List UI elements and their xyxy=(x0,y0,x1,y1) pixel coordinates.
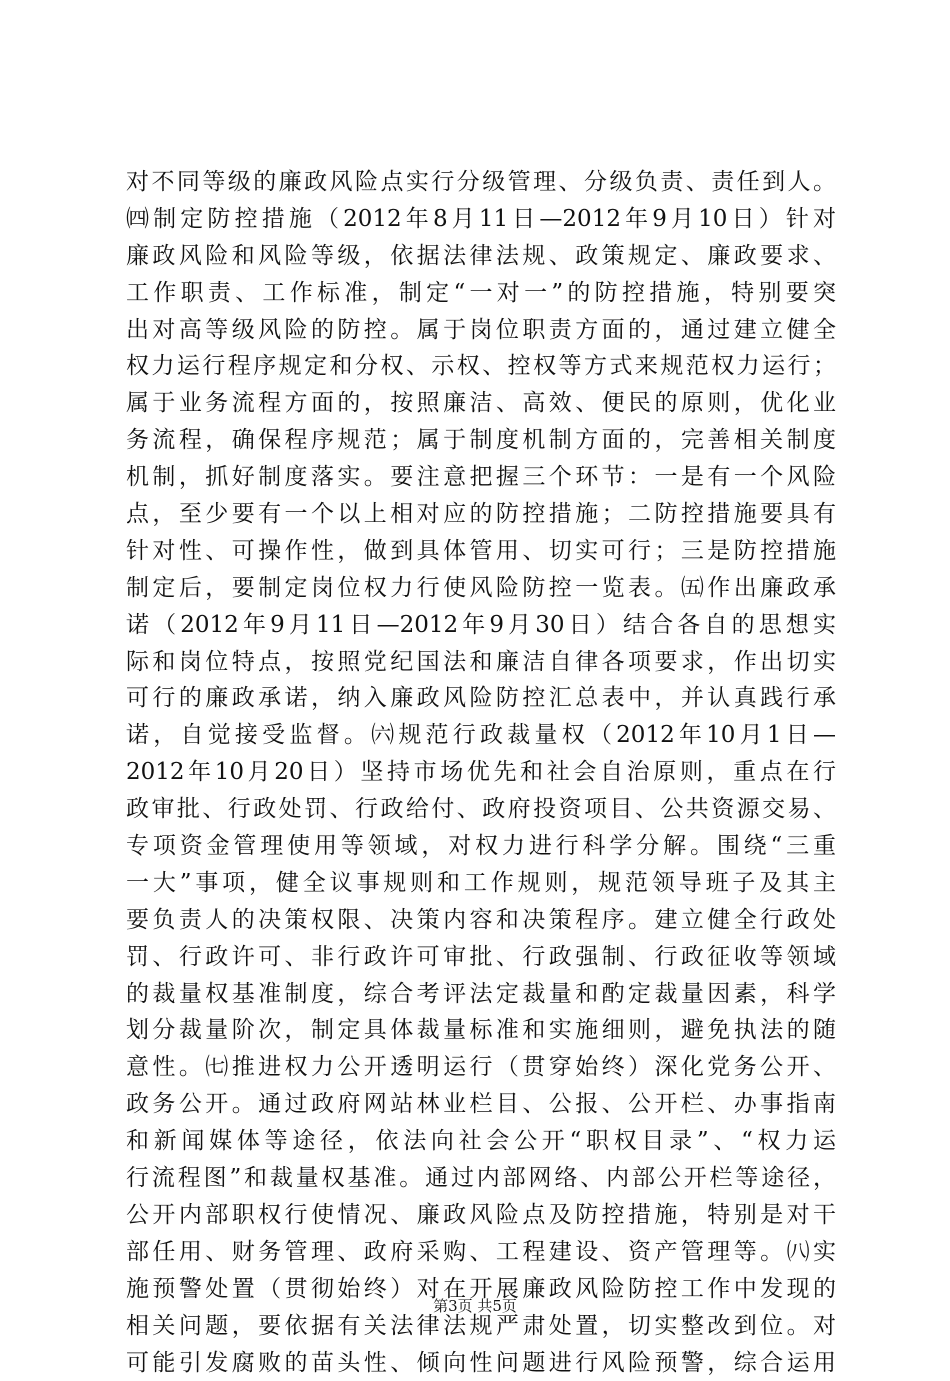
text-line: 诺（2012年9月11日—2012年9月30日）结合各自的思想实 xyxy=(126,607,836,644)
text-line: 政审批、行政处罚、行政给付、政府投资项目、公共资源交易、 xyxy=(126,791,836,828)
text-line: 工作职责、工作标准，制定“一对一”的防控措施，特别要突 xyxy=(126,275,836,312)
text-line: 针对性、可操作性，做到具体管用、切实可行；三是防控措施 xyxy=(126,533,836,570)
text-line: 可行的廉政承诺，纳入廉政风险防控汇总表中，并认真践行承 xyxy=(126,680,836,717)
text-line: 罚、行政许可、非行政许可审批、行政强制、行政征收等领域 xyxy=(126,939,836,976)
text-line: 机制，抓好制度落实。要注意把握三个环节：一是有一个风险 xyxy=(126,459,836,496)
text-line: 出对高等级风险的防控。属于岗位职责方面的，通过建立健全 xyxy=(126,312,836,349)
text-line: 际和岗位特点，按照党纪国法和廉洁自律各项要求，作出切实 xyxy=(126,644,836,681)
page-footer: 第3页 共5页 xyxy=(0,1296,950,1316)
text-line: 一大”事项，健全议事规则和工作规则，规范领导班子及其主 xyxy=(126,865,836,902)
text-line: 对不同等级的廉政风险点实行分级管理、分级负责、责任到人。 xyxy=(126,164,836,201)
text-line: 专项资金管理使用等领域，对权力进行科学分解。围绕“三重 xyxy=(126,828,836,865)
text-line: 划分裁量阶次，制定具体裁量标准和实施细则，避免执法的随 xyxy=(126,1012,836,1049)
text-line: 意性。㈦推进权力公开透明运行（贯穿始终）深化党务公开、 xyxy=(126,1049,836,1086)
text-line: 施预警处置（贯彻始终）对在开展廉政风险防控工作中发现的 xyxy=(126,1271,836,1308)
text-line: 的裁量权基准制度，综合考评法定裁量和酌定裁量因素，科学 xyxy=(126,976,836,1013)
text-line: 诺，自觉接受监督。㈥规范行政裁量权（2012年10月1日— xyxy=(126,717,836,754)
text-line: 权力运行程序规定和分权、示权、控权等方式来规范权力运行； xyxy=(126,348,836,385)
body-text xyxy=(126,164,836,1381)
text-line: 相关问题，要依据有关法律法规严肃处置，切实整改到位。对 xyxy=(126,1308,836,1345)
text-line: 2012年10月20日）坚持市场优先和社会自治原则，重点在行 xyxy=(126,754,836,791)
text-line: 要负责人的决策权限、决策内容和决策程序。建立健全行政处 xyxy=(126,902,836,939)
text-line: 政务公开。通过政府网站林业栏目、公报、公开栏、办事指南 xyxy=(126,1086,836,1123)
text-line: 行流程图”和裁量权基准。通过内部网络、内部公开栏等途径， xyxy=(126,1160,836,1197)
text-line: 点，至少要有一个以上相对应的防控措施；二防控措施要具有 xyxy=(126,496,836,533)
text-line: 廉政风险和风险等级，依据法律法规、政策规定、廉政要求、 xyxy=(126,238,836,275)
text-line: 部任用、财务管理、政府采购、工程建设、资产管理等。㈧实 xyxy=(126,1234,836,1271)
text-line: 公开内部职权行使情况、廉政风险点及防控措施，特别是对干 xyxy=(126,1197,836,1234)
text-line: ㈣制定防控措施（2012年8月11日—2012年9月10日）针对 xyxy=(126,201,836,238)
text-line: 属于业务流程方面的，按照廉洁、高效、便民的原则，优化业 xyxy=(126,385,836,422)
text-line: 可能引发腐败的苗头性、倾向性问题进行风险预警，综合运用 xyxy=(126,1345,836,1381)
text-line: 务流程，确保程序规范；属于制度机制方面的，完善相关制度 xyxy=(126,422,836,459)
text-line: 和新闻媒体等途径，依法向社会公开“职权目录”、“权力运 xyxy=(126,1123,836,1160)
text-line: 制定后，要制定岗位权力行使风险防控一览表。㈤作出廉政承 xyxy=(126,570,836,607)
